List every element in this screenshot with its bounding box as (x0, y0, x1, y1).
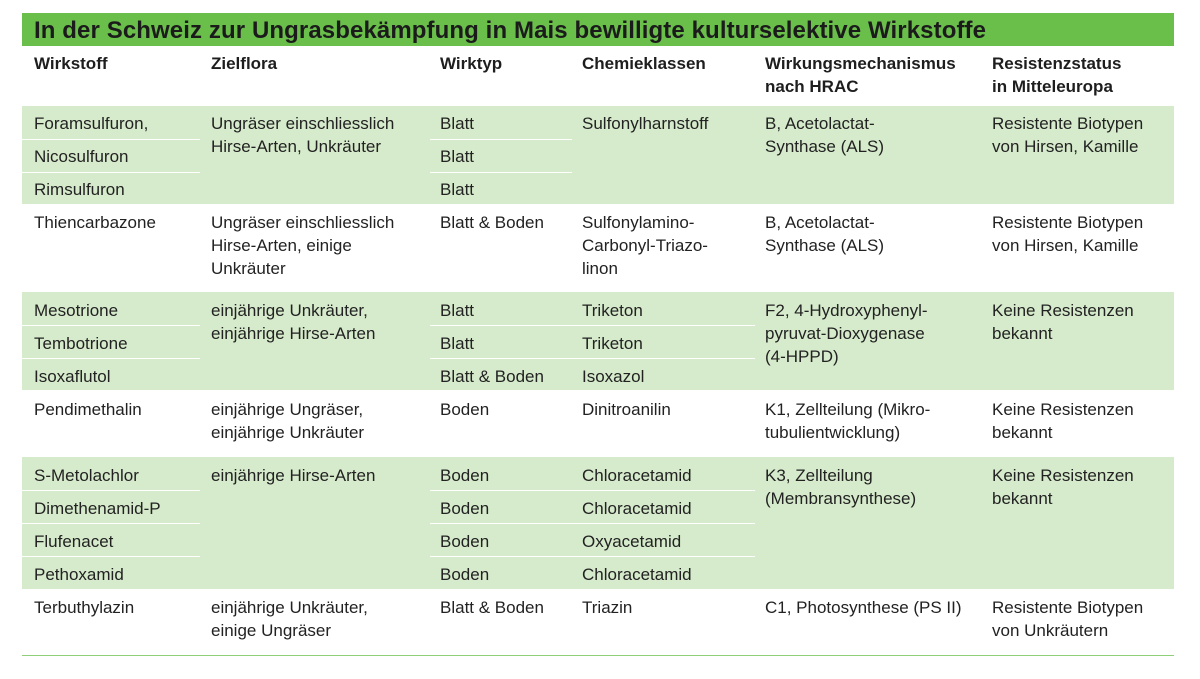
cell-wirkstoff: Isoxaflutol (34, 367, 111, 386)
cell-wirktyp: Boden (440, 499, 490, 518)
cell-wirkstoff: Dimethenamid-P (34, 499, 161, 518)
header-wirktyp: Wirktyp (440, 54, 503, 73)
cell-zielflora: Ungräser einschliesslich Hirse-Arten, einige Unkräuter (211, 213, 395, 278)
cell-chemieklasse: Sulfonylharnstoff (582, 114, 709, 133)
cell-mechanismus: K3, Zellteilung (Membransynthese) (765, 466, 917, 508)
cell-resistenz: Resistente Biotypen von Unkräutern (992, 598, 1144, 640)
cell-wirktyp: Blatt (440, 114, 475, 133)
cell-chemieklasse: Isoxazol (582, 367, 645, 386)
cell-chemieklasse: Chloracetamid (582, 499, 692, 518)
cell-wirktyp: Boden (440, 466, 490, 485)
cell-resistenz: Resistente Biotypen von Hirsen, Kamille (992, 114, 1144, 156)
cell-wirkstoff: Flufenacet (34, 532, 114, 551)
cell-chemieklasse: Chloracetamid (582, 466, 692, 485)
row-divider (430, 325, 755, 326)
row-divider (430, 172, 572, 173)
cell-wirktyp: Blatt (440, 147, 475, 166)
cell-wirktyp: Blatt & Boden (440, 367, 544, 386)
cell-mechanismus: B, Acetolactat- Synthase (ALS) (765, 114, 885, 156)
row-divider (22, 325, 200, 326)
cell-wirktyp: Blatt & Boden (440, 213, 544, 232)
row-divider (430, 358, 755, 359)
cell-wirkstoff: Terbuthylazin (34, 598, 135, 617)
cell-zielflora: einjährige Hirse-Arten (211, 466, 376, 485)
cell-wirktyp: Boden (440, 532, 490, 551)
cell-zielflora: einjährige Unkräuter, einige Ungräser (211, 598, 368, 640)
cell-wirktyp: Blatt (440, 301, 475, 320)
cell-wirkstoff: Rimsulfuron (34, 180, 125, 199)
row-divider (22, 523, 200, 524)
cell-zielflora: Ungräser einschliesslich Hirse-Arten, Unkräuter (211, 114, 395, 156)
cell-wirkstoff: S-Metolachlor (34, 466, 139, 485)
cell-zielflora: einjährige Ungräser, einjährige Unkräuter (211, 400, 365, 442)
cell-wirkstoff: Pethoxamid (34, 565, 124, 584)
row-divider (22, 556, 200, 557)
cell-wirktyp: Blatt (440, 180, 475, 199)
header-wirkstoff: Wirkstoff (34, 54, 108, 73)
cell-resistenz: Resistente Biotypen von Hirsen, Kamille (992, 213, 1144, 255)
cell-chemieklasse: Dinitroanilin (582, 400, 671, 419)
row-divider (22, 490, 200, 491)
title-bar (22, 13, 1174, 46)
row-divider (430, 139, 572, 140)
cell-wirkstoff: Nicosulfuron (34, 147, 129, 166)
cell-wirkstoff: Pendimethalin (34, 400, 142, 419)
cell-wirktyp: Blatt (440, 334, 475, 353)
cell-chemieklasse: Triazin (582, 598, 633, 617)
cell-wirktyp: Boden (440, 400, 490, 419)
cell-zielflora: einjährige Unkräuter, einjährige Hirse-Arten (211, 301, 376, 343)
cell-resistenz: Keine Resistenzen bekannt (992, 400, 1134, 442)
cell-chemieklasse: Triketon (582, 334, 643, 353)
cell-chemieklasse: Oxyacetamid (582, 532, 682, 551)
cell-wirkstoff: Thiencarbazone (34, 213, 156, 232)
row-divider (22, 172, 200, 173)
table-title: In der Schweiz zur Ungrasbekämpfung in Mais bewilligte kulturselektive Wirkstoffe (34, 17, 987, 44)
cell-mechanismus: F2, 4-Hydroxyphenyl- pyruvat-Dioxygenase (4-HPPD) (765, 301, 928, 366)
header-zielflora: Zielflora (211, 54, 278, 73)
header-mechanismus: Wirkungsmechanismus nach HRAC (765, 54, 956, 96)
cell-mechanismus: C1, Photosynthese (PS II) (765, 598, 962, 617)
row-divider (430, 490, 755, 491)
cell-chemieklasse: Triketon (582, 301, 643, 320)
row-divider (430, 556, 755, 557)
cell-resistenz: Keine Resistenzen bekannt (992, 301, 1134, 343)
cell-wirkstoff: Mesotrione (34, 301, 119, 320)
table-bottom-rule (22, 655, 1174, 656)
row-divider (22, 358, 200, 359)
cell-chemieklasse: Chloracetamid (582, 565, 692, 584)
row-divider (430, 523, 755, 524)
cell-wirktyp: Blatt & Boden (440, 598, 544, 617)
cell-chemieklasse: Sulfonylamino- Carbonyl-Triazo- linon (582, 213, 708, 278)
cell-resistenz: Keine Resistenzen bekannt (992, 466, 1134, 508)
header-resistenz: Resistenzstatus in Mitteleuropa (992, 54, 1122, 96)
cell-mechanismus: B, Acetolactat- Synthase (ALS) (765, 213, 885, 255)
header-chemieklassen: Chemieklassen (582, 54, 706, 73)
cell-wirkstoff: Foramsulfuron, (34, 114, 149, 133)
cell-mechanismus: K1, Zellteilung (Mikro- tubulientwicklung) (765, 400, 931, 442)
row-divider (22, 139, 200, 140)
cell-wirktyp: Boden (440, 565, 490, 584)
cell-wirkstoff: Tembotrione (34, 334, 128, 353)
